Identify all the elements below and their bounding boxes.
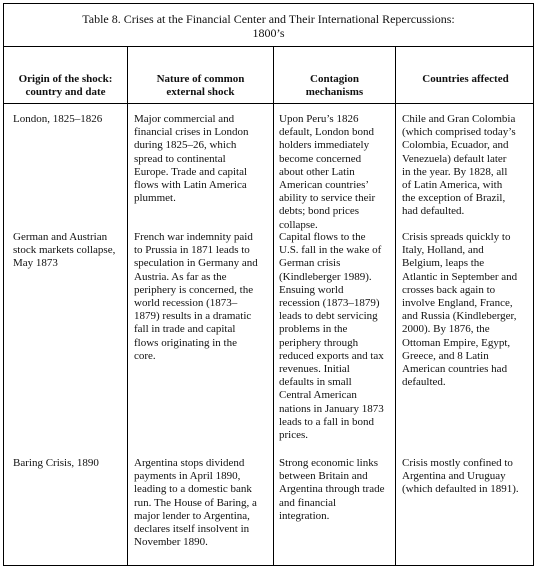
cell-line: London, 1825–1826: [13, 113, 103, 125]
row-2-origin: [13, 231, 115, 271]
cell-line: defaults in small: [279, 376, 352, 389]
cell-line: French war indemnity paid: [134, 231, 253, 243]
cell-line: (which comprised today’s: [402, 126, 516, 139]
cell-line: spread to continental: [134, 152, 226, 165]
row-3-nature: [134, 457, 257, 549]
cell-line: run. The House of Baring, a: [134, 496, 257, 509]
cell-line: Crisis mostly confined to: [402, 457, 513, 469]
cell-line: during 1825–26, which: [134, 139, 237, 152]
row-3-origin: [13, 457, 99, 470]
row-2-affected: [402, 231, 517, 389]
cell-line: collapse.: [279, 218, 318, 231]
cell-line: ability to service their: [279, 192, 376, 205]
cell-line: about other Latin: [279, 165, 355, 178]
header-affected: [396, 73, 535, 86]
cell-line: defaulted.: [402, 376, 446, 389]
table-grid: [4, 47, 533, 565]
header-affected-line: Countries affected: [422, 73, 509, 85]
cell-line: American countries’: [279, 179, 370, 192]
cell-line: periphery through: [279, 336, 359, 349]
cell-line: financial crises in London: [134, 126, 249, 139]
header-nature-line: external shock: [166, 86, 235, 98]
cell-line: problems in the: [279, 323, 348, 336]
cell-line: crosses back again to: [402, 283, 496, 296]
cell-line: core.: [134, 349, 156, 362]
header-nature: [128, 73, 273, 99]
cell-line: holders immediately: [279, 139, 370, 152]
cell-line: German and Austrian: [13, 231, 108, 243]
cell-line: revenues. Initial: [279, 363, 350, 376]
cell-line: and financial: [279, 496, 337, 509]
cell-line: declares itself insolvent in: [134, 523, 250, 536]
row-3-contagion: [279, 457, 385, 523]
cell-line: to Prussia in 1871 leads to: [134, 244, 250, 257]
row-3-affected: [402, 457, 519, 497]
row-1-affected: [402, 113, 516, 219]
column-divider: [273, 47, 274, 565]
cell-line: Strong economic links: [279, 457, 378, 469]
cell-line: Argentina through trade: [279, 483, 385, 496]
cell-line: prices.: [279, 429, 309, 442]
cell-line: Ottoman Empire, Egypt,: [402, 336, 511, 349]
header-contagion-line: Contagion: [310, 73, 359, 85]
cell-line: reduced exports and tax: [279, 349, 384, 362]
header-origin-line: country and date: [25, 86, 106, 98]
header-contagion-line: mechanisms: [305, 86, 364, 98]
cell-line: in the year. By 1828, all: [402, 165, 508, 178]
cell-line: plummet.: [134, 192, 176, 205]
cell-line: leading to a domestic bank: [134, 483, 252, 496]
cell-line: Atlantic in September and: [402, 270, 518, 283]
cell-line: (which defaulted in 1891).: [402, 483, 519, 496]
table-frame: [3, 3, 534, 566]
cell-line: debts; bond prices: [279, 205, 360, 218]
cell-line: become concerned: [279, 152, 362, 165]
row-1-nature: [134, 113, 249, 205]
cell-line: Belgium, leaps the: [402, 257, 485, 270]
cell-line: (Kindleberger 1989).: [279, 270, 372, 283]
header-divider: [4, 103, 533, 104]
cell-line: flows with Latin America: [134, 179, 247, 192]
cell-line: American countries had: [402, 363, 508, 376]
cell-line: involve England, France,: [402, 297, 513, 310]
row-1-origin: [13, 113, 102, 126]
cell-line: Europe. Trade and capital: [134, 165, 248, 178]
row-1-contagion: [279, 113, 375, 232]
header-origin-line: Origin of the shock:: [18, 73, 113, 85]
cell-line: 1879) results in a dramatic: [134, 310, 252, 323]
cell-line: integration.: [279, 509, 330, 522]
column-divider: [127, 47, 128, 565]
cell-line: world recession (1873–: [134, 297, 238, 310]
row-2-contagion: [279, 231, 384, 442]
cell-line: Major commercial and: [134, 113, 235, 125]
cell-line: Austria. As far as the: [134, 270, 227, 283]
cell-line: nations in January 1873: [279, 402, 384, 415]
cell-line: Colombia, Ecuador, and: [402, 139, 509, 152]
cell-line: Baring Crisis, 1890: [13, 457, 99, 469]
cell-line: Upon Peru’s 1826: [279, 113, 359, 125]
cell-line: Argentina and Uruguay: [402, 470, 506, 483]
cell-line: the exception of Brazil,: [402, 192, 506, 205]
header-nature-line: Nature of common: [156, 73, 245, 85]
cell-line: Italy, Holland, and: [402, 244, 484, 257]
cell-line: German crisis: [279, 257, 341, 270]
cell-line: stock markets collapse,: [13, 244, 116, 257]
table-title-line-2: 1800’s: [252, 26, 285, 40]
cell-line: May 1873: [13, 257, 58, 270]
cell-line: payments in April 1890,: [134, 470, 241, 483]
cell-line: between Britain and: [279, 470, 368, 483]
cell-line: Venezuela) default later: [402, 152, 507, 165]
cell-line: Crisis spreads quickly to: [402, 231, 511, 243]
cell-line: had defaulted.: [402, 205, 465, 218]
cell-line: Central American: [279, 389, 357, 402]
cell-line: Greece, and 8 Latin: [402, 349, 489, 362]
header-origin: [4, 73, 127, 99]
cell-line: leads to debt servicing: [279, 310, 378, 323]
table-title-line-1: Table 8. Crises at the Financial Center and Their International Repercussions:: [82, 12, 455, 26]
cell-line: flows originating in the: [134, 336, 237, 349]
cell-line: leads to a fall in bond: [279, 415, 375, 428]
header-contagion: [274, 73, 395, 99]
cell-line: of Latin America, with: [402, 179, 503, 192]
cell-line: major lender to Argentina,: [134, 509, 250, 522]
cell-line: November 1890.: [134, 536, 208, 549]
cell-line: and Russia (Kindleberger,: [402, 310, 517, 323]
row-2-nature: [134, 231, 258, 363]
cell-line: recession (1873–1879): [279, 297, 380, 310]
cell-line: fall in trade and capital: [134, 323, 236, 336]
cell-line: periphery is concerned, the: [134, 283, 254, 296]
cell-line: default, London bond: [279, 126, 375, 139]
table-title: [4, 4, 533, 47]
column-divider: [395, 47, 396, 565]
cell-line: Argentina stops dividend: [134, 457, 245, 469]
cell-line: U.S. fall in the wake of: [279, 244, 382, 257]
cell-line: 2000). By 1876, the: [402, 323, 490, 336]
cell-line: Chile and Gran Colombia: [402, 113, 516, 125]
cell-line: Capital flows to the: [279, 231, 366, 243]
cell-line: speculation in Germany and: [134, 257, 258, 270]
cell-line: Ensuing world: [279, 283, 344, 296]
